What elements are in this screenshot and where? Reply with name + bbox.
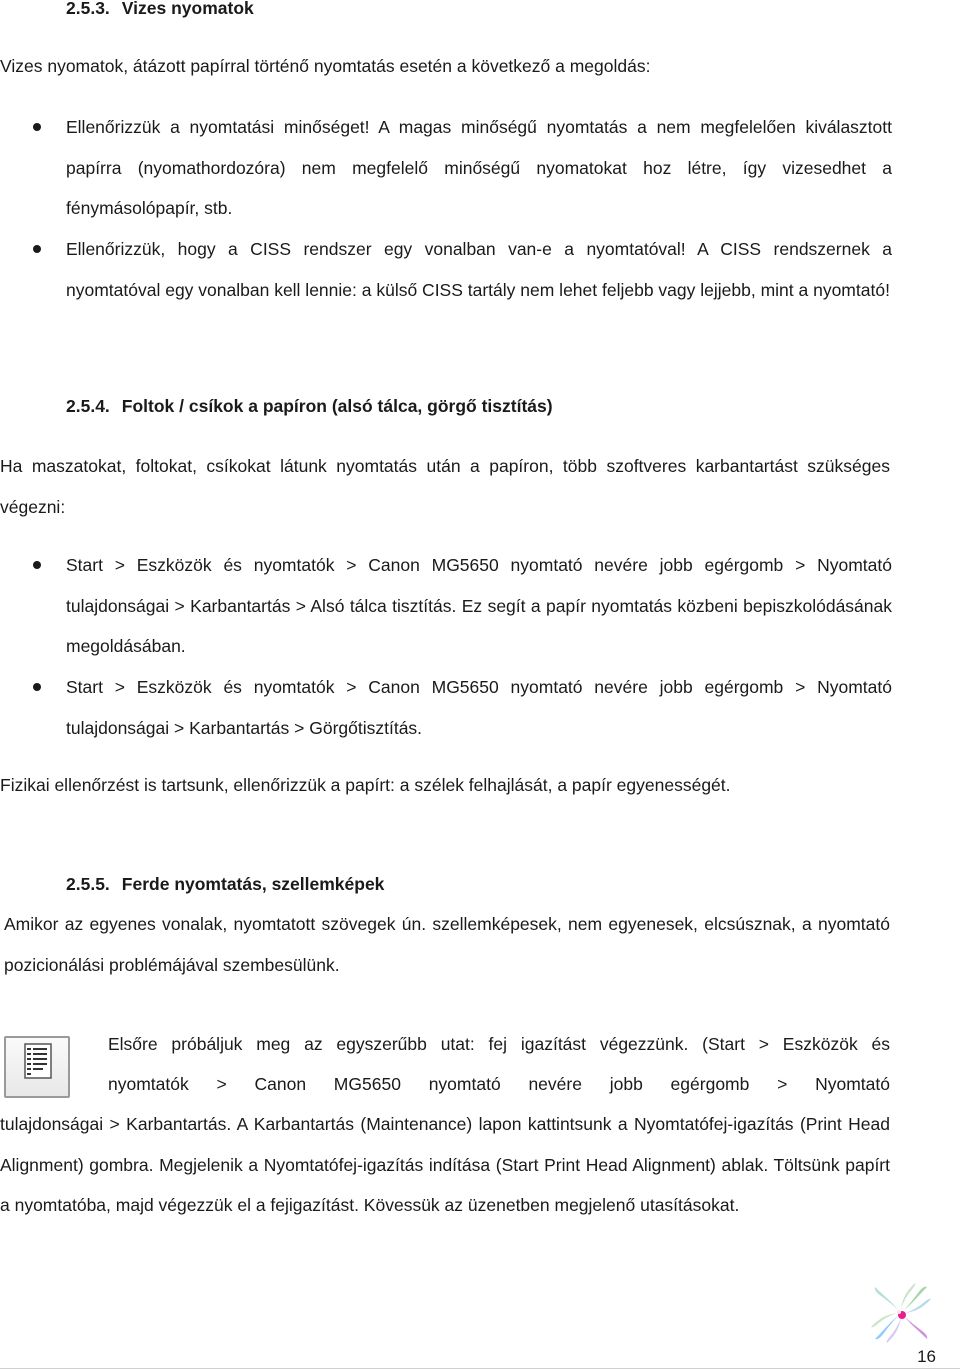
- bullet-dot: [33, 561, 41, 569]
- bullet-dot: [33, 245, 41, 253]
- list-item: [0, 229, 892, 351]
- section-number: 2.5.3.: [66, 0, 110, 18]
- list-item: [0, 107, 892, 229]
- section-255-rest: tulajdonságai > Karbantartás. A Karbantartás (Maintenance) lapon kattintsunk a Nyomtatófej-igazítás (Print Head Alignment) gombra. Megjelenik a Nyomtatófej-igazítás indítása (Start Print Head Alignment) ablak. Töltsünk papírt a nyomtatóba, majd végezzük el a fejigazítást. Kövessük az üzenetben megjelenő utasításokat.: [0, 1114, 890, 1215]
- list-item-text: Ellenőrizzük, hogy a CISS rendszer egy vonalban van-e a nyomtatóval! A CISS rendszernek a nyomtatóval egy vonalban kell lennie: a külső CISS tartály nem lehet feljebb vagy lejjebb, mint a nyomtató!: [66, 239, 892, 300]
- section-254-outro: Fizikai ellenőrzést is tartsunk, ellenőrizzük a papírt: a szélek felhajlását, a papír egyenességét.: [0, 775, 731, 795]
- section-heading-255: [66, 874, 384, 895]
- section-255-line1: Elsőre próbáljuk meg az egyszerűbb utat: fej igazítást végezzünk. (Start > Eszközök és: [108, 1034, 890, 1054]
- list-item-text: Start > Eszközök és nyomtatók > Canon MG5650 nyomtató nevére jobb egérgomb > Nyomtató tulajdonságai > Karbantartás > Alsó tálca tisztítás. Ez segít a papír nyomtatás közbeni bepiszkolódásának megoldásában.: [66, 555, 892, 656]
- section-number: 2.5.5.: [66, 874, 110, 894]
- page-number: 16: [917, 1347, 936, 1366]
- section-255-line2: nyomtatók > Canon MG5650 nyomtató nevére jobb egérgomb > Nyomtató: [108, 1074, 890, 1094]
- list-item: [0, 545, 892, 667]
- bullet-dot: [33, 123, 41, 131]
- list-item: [0, 667, 892, 748]
- section-254-intro: Ha maszatokat, foltokat, csíkokat látunk nyomtatás után a papíron, több szoftveres karbantartást szükséges végezni:: [0, 456, 890, 517]
- section-heading-253: [66, 0, 254, 19]
- section-title: Foltok / csíkok a papíron (alsó tálca, görgő tisztítás): [121, 396, 553, 416]
- bullet-dot: [33, 683, 41, 691]
- section-number: 2.5.4.: [66, 396, 110, 416]
- section-255-intro-text: Amikor az egyenes vonalak, nyomtatott szövegek ún. szellemképesek, nem egyenesek, elcsúsznak, a nyomtató pozicionálási problémájával szembesülünk.: [4, 914, 890, 975]
- document-icon: [4, 1036, 70, 1098]
- section-title: Vizes nyomatok: [121, 0, 254, 18]
- list-item-text: Ellenőrizzük a nyomtatási minőséget! A magas minőségű nyomtatás a nem megfelelően kiválasztott papírra (nyomathordozóra) nem megfelelő minőségű nyomatokat hoz létre, így vizesedhet a fénymásolópapír, stb.: [66, 117, 892, 218]
- section-255-intro: [4, 904, 890, 985]
- flower-logo-icon: [866, 1278, 936, 1348]
- section-title: Ferde nyomtatás, szellemképek: [121, 874, 385, 894]
- section-heading-254: [66, 396, 553, 417]
- section-253-intro: Vizes nyomatok, átázott papírral történő nyomtatás esetén a következő a megoldás:: [0, 56, 651, 76]
- list-item-text: Start > Eszközök és nyomtatók > Canon MG5650 nyomtató nevére jobb egérgomb > Nyomtató tulajdonságai > Karbantartás > Görgőtisztítás.: [66, 677, 892, 738]
- document-icon-graphic: [6, 1038, 68, 1096]
